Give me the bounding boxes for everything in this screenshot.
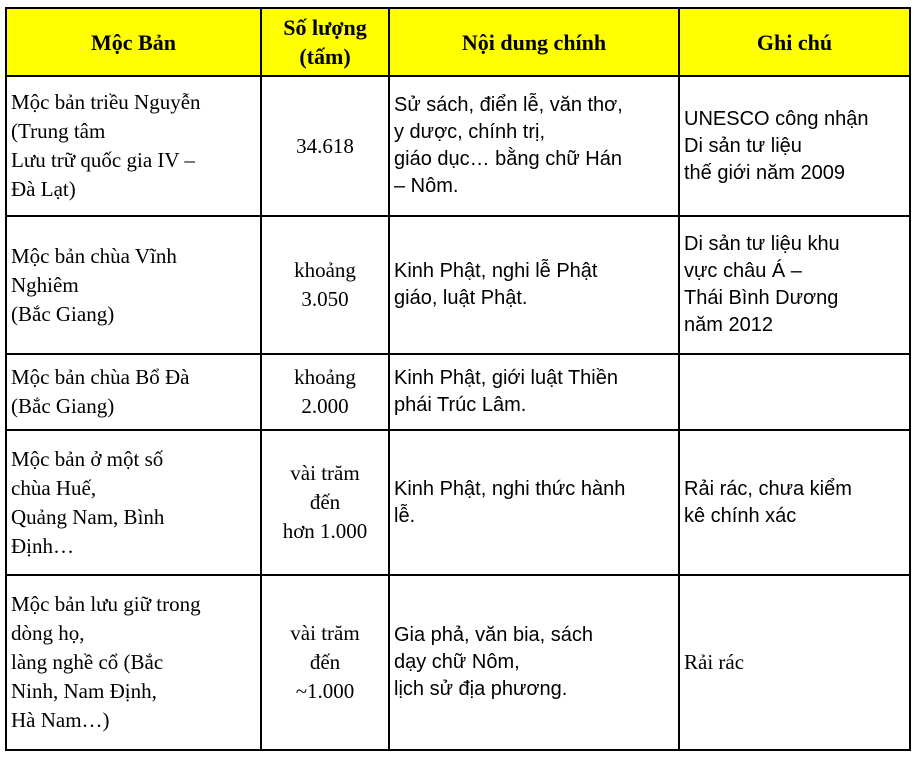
header-noi-dung: Nội dung chính [389,8,679,76]
cell-note [679,354,910,430]
cell-quantity: vài trăm đến ~1.000 [261,575,389,750]
table-row [6,76,910,216]
cell-quantity: khoảng 3.050 [261,216,389,354]
cell-name: Mộc bản lưu giữ trong dòng họ, làng nghề cổ (Bắc Ninh, Nam Định, Hà Nam…) [6,575,261,750]
cell-note: Rải rác, chưa kiểm kê chính xác [679,430,910,575]
cell-name: Mộc bản triều Nguyễn (Trung tâm Lưu trữ quốc gia IV – Đà Lạt) [6,76,261,216]
cell-name: Mộc bản chùa Vĩnh Nghiêm (Bắc Giang) [6,216,261,354]
header-so-luong: Số lượng (tấm) [261,8,389,76]
cell-content: Gia phả, văn bia, sách dạy chữ Nôm, lịch sử địa phương. [389,575,679,750]
cell-note: Rải rác [679,575,910,750]
woodblock-table [5,7,911,751]
cell-content: Kinh Phật, nghi thức hành lễ. [389,430,679,575]
cell-note: UNESCO công nhận Di sản tư liệu thế giới năm 2009 [679,76,910,216]
table-row [6,430,910,575]
cell-content: Sử sách, điển lễ, văn thơ, y dược, chính trị, giáo dục… bằng chữ Hán – Nôm. [389,76,679,216]
cell-note: Di sản tư liệu khu vực châu Á – Thái Bình Dương năm 2012 [679,216,910,354]
header-row [6,8,910,76]
table-row [6,216,910,354]
table-row [6,575,910,750]
cell-quantity: 34.618 [261,76,389,216]
cell-name: Mộc bản ở một số chùa Huế, Quảng Nam, Bình Định… [6,430,261,575]
header-moc-ban: Mộc Bản [6,8,261,76]
table-row [6,354,910,430]
header-ghi-chu: Ghi chú [679,8,910,76]
cell-name: Mộc bản chùa Bổ Đà (Bắc Giang) [6,354,261,430]
cell-content: Kinh Phật, giới luật Thiền phái Trúc Lâm. [389,354,679,430]
cell-quantity: vài trăm đến hơn 1.000 [261,430,389,575]
cell-content: Kinh Phật, nghi lễ Phật giáo, luật Phật. [389,216,679,354]
cell-quantity: khoảng 2.000 [261,354,389,430]
